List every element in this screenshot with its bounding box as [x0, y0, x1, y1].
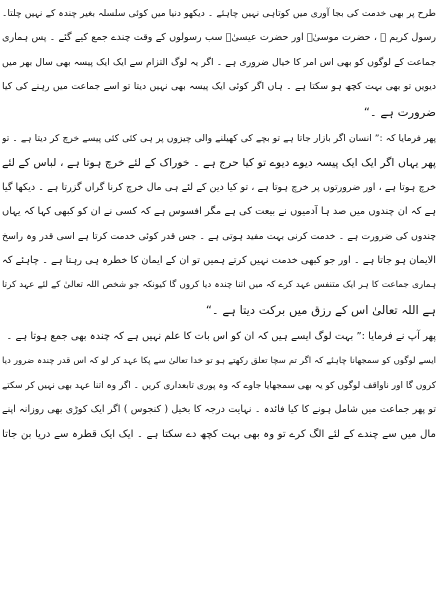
text-line: ہے کہ ان چندوں میں صد ہا آدمیوں نے بیعت کی ہے مگر افسوس ہے کہ کسی نے ان کو کبھی کہا کہ یہاں	[2, 206, 436, 218]
text-line: تو پھر جماعت میں شامل ہونے کا کیا فائدہ ۔ نہایت درجہ کا بخیل ( کنجوس ) اگر ایک کوڑی بھی روزانہ اپنے	[2, 404, 436, 416]
text-line: مال میں سے چندے کے لئے الگ کرے تو وہ بھی بہت کچھ دے سکتا ہے ۔ ایک ایک قطرہ سے دریا بن جاتا	[2, 428, 436, 440]
paragraph-3	[2, 325, 436, 447]
paragraph-1	[2, 2, 436, 124]
text-line: جماعت کے لوگوں کو بھی اس امر کا خیال ضروری ہے ۔ اگر یہ لوگ التزام سے ایک ایک پیسہ بھی سال بھر میں	[2, 56, 436, 68]
text-line: ضرورت ہے ۔“	[363, 104, 436, 119]
text-line: دیویں تو بھی بہت کچھ ہو سکتا ہے ۔ ہاں اگر کوئی ایک پیسہ بھی نہیں دیتا تو اسے جماعت میں رہنے کی کیا	[2, 81, 436, 93]
text-line: الایمان ہو جاتا ہے ۔ اور جو کبھی خدمت نہیں کرتے ہمیں تو ان کے ایمان کا خطرہ ہی رہتا ہے ۔ چاہئے کہ	[2, 254, 436, 266]
text-line: ہے اللہ تعالیٰ اس کے رزق میں برکت دیتا ہے ۔“	[205, 302, 436, 317]
text-line: پھر آپ نے فرمایا :” بہت لوگ ایسے ہیں کہ ان کو اس بات کا علم نہیں ہے کہ چندہ بھی جمع ہوتا ہے ۔	[6, 331, 436, 343]
paragraph-2	[2, 127, 436, 322]
text-line: پھر یہاں اگر ایک ایک پیسہ دیوے دیوے تو کیا حرج ہے ۔ خوراک کے لئے خرچ ہوتا ہے ، لباس کے لئے	[2, 156, 436, 170]
text-line: ہماری جماعت کا ہر ایک متنفس عہد کرے کہ میں اتنا چندہ دیا کروں گا کیونکہ جو شخص اللہ تعالیٰ کے لئے عہد کرتا	[2, 280, 436, 291]
text-line: رسول کریم ﷺ ، حضرت موسیٰؑ اور حضرت عیسیٰؑ سب رسولوں کے وقت چندے جمع کیے گئے ۔ پس ہماری	[2, 32, 436, 44]
text-line: ایسے لوگوں کو سمجھانا چاہئے کہ اگر تم سچا تعلق رکھتے ہو تو خدا تعالیٰ سے پکا عہد کر لو کہ اس قدر چندہ ضرور دیا	[2, 356, 436, 367]
text-line: کروں گا اور ناواقف لوگوں کو یہ بھی سمجھایا جاوے کہ وہ پوری تابعداری کریں ۔ اگر وہ اتنا عہد بھی نہیں کر سکتے	[2, 380, 436, 391]
text-line: پھر فرمایا کہ :” انسان اگر بازار جاتا ہے تو بچے کی کھیلنے والی چیزوں پر ہی کئی کئی پیسے خرچ کر دیتا ہے ۔ تو	[2, 132, 436, 144]
text-line: خرچ ہوتا ہے ، اور ضرورتوں پر خرچ ہوتا ہے ، تو کیا دین کے لئے ہی مال خرچ کرنا گراں گزرتا ہے ۔ دیکھا گیا	[2, 181, 436, 193]
text-line: چندوں کی ضرورت ہے ۔ خدمت کرنی بہت مفید ہوتی ہے ۔ جس قدر کوئی خدمت کرتا ہے اسی قدر وہ راسخ	[2, 230, 436, 242]
text-line: طرح پر بھی خدمت کی بجا آوری میں کوتاہی نہیں چاہئے ۔ دیکھو دنیا میں کوئی سلسلہ بغیر چندہ کے نہیں چلتا۔	[2, 8, 436, 19]
